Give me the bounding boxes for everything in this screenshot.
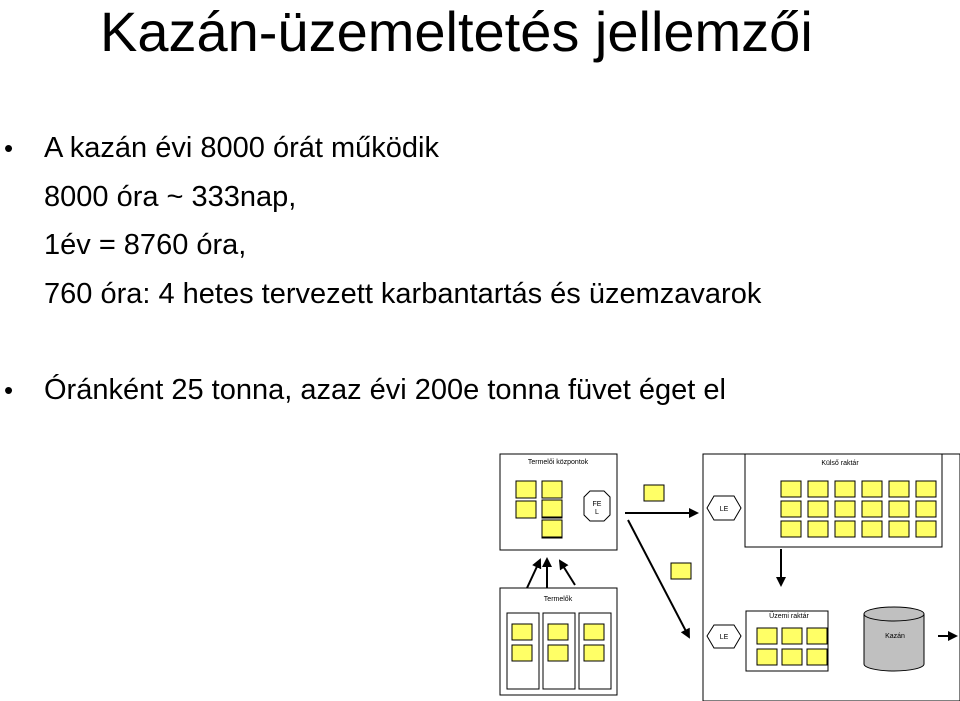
bullet-1-sub-1: 8000 óra ~ 333nap, — [44, 181, 297, 213]
bullet-dot: • — [4, 133, 14, 163]
package — [548, 645, 568, 661]
boiler-label: Kazán — [885, 633, 905, 640]
producers-label: Termelők — [543, 596, 573, 603]
package — [916, 521, 936, 537]
bullet-1-sub-3: 760 óra: 4 hetes tervezett karbantartás és üzemzavarok — [44, 278, 762, 310]
package — [512, 624, 532, 640]
package — [542, 481, 562, 498]
transit-package — [644, 485, 664, 501]
package — [781, 521, 801, 537]
bullet-dot: • — [4, 375, 14, 405]
transit-package — [671, 563, 691, 579]
le-outer-label: LE — [719, 506, 729, 513]
package — [782, 628, 802, 644]
arrow-producers-left — [527, 560, 540, 588]
package — [808, 521, 828, 537]
package — [889, 501, 909, 517]
package — [512, 645, 532, 661]
package — [516, 481, 536, 498]
outer-warehouse-label: Külső raktár — [821, 460, 859, 467]
package — [835, 501, 855, 517]
package — [808, 501, 828, 517]
package — [807, 628, 827, 644]
package — [835, 521, 855, 537]
package — [782, 649, 802, 665]
package — [757, 628, 777, 644]
package — [548, 624, 568, 640]
package — [862, 521, 882, 537]
package — [516, 501, 536, 518]
package — [808, 481, 828, 497]
plant-warehouse-label: Üzemi raktár — [769, 613, 809, 620]
package — [757, 649, 777, 665]
fel-label-line-2: L — [595, 509, 599, 516]
arrow-producers-right — [560, 561, 575, 585]
package — [584, 624, 604, 640]
bullet-1-sub-2: 1év = 8760 óra, — [44, 229, 247, 261]
package — [835, 481, 855, 497]
package — [807, 649, 827, 665]
package — [862, 481, 882, 497]
package — [542, 520, 562, 537]
slide-title: Kazán-üzemeltetés jellemzői — [100, 0, 813, 63]
le-plant-label: LE — [719, 634, 729, 641]
package — [916, 481, 936, 497]
fel-label-line-1: FE — [592, 501, 602, 508]
producer-centers-label: Termelői központok — [527, 459, 589, 466]
package — [916, 501, 936, 517]
package — [542, 500, 562, 517]
bullet-1-text: A kazán évi 8000 órát működik — [44, 132, 439, 164]
package — [781, 481, 801, 497]
package — [781, 501, 801, 517]
package — [862, 501, 882, 517]
package — [889, 481, 909, 497]
package — [889, 521, 909, 537]
package — [584, 645, 604, 661]
bullet-2-text: Óránként 25 tonna, azaz évi 200e tonna füvet éget el — [44, 374, 726, 406]
